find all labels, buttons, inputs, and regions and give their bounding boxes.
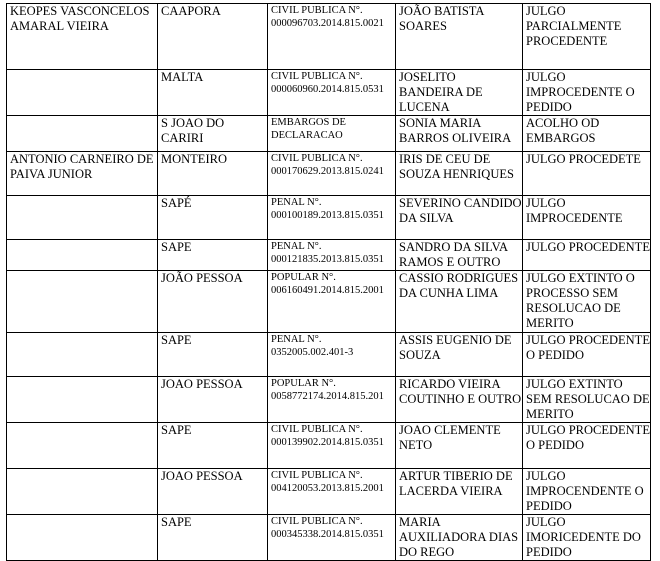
process-cell — [268, 240, 396, 271]
judge-cell — [7, 196, 158, 240]
party-cell — [396, 333, 523, 377]
process-cell — [268, 116, 396, 152]
process-number: 000100189.2013.815.0351 — [271, 210, 384, 221]
decision-cell — [523, 271, 651, 333]
district-cell — [158, 469, 268, 515]
decision-cell-text: JULGO IMPROCENDENTE O PEDIDO — [526, 469, 644, 513]
district-cell — [158, 70, 268, 116]
process-number: 000345338.2014.815.0351 — [271, 529, 384, 540]
party-cell — [396, 377, 523, 423]
district-cell — [158, 196, 268, 240]
party-cell-text: SANDRO DA SILVA RAMOS E OUTRO — [399, 240, 508, 269]
table-row — [7, 515, 651, 561]
party-cell-text: JOÃO BATISTA SOARES — [399, 4, 484, 33]
judge-cell-text: KEOPES VASCONCELOS AMARAL VIEIRA — [10, 4, 150, 33]
process-type: POPULAR N°. — [271, 272, 336, 283]
party-cell — [396, 271, 523, 333]
party-cell-text: ASSIS EUGENIO DE SOUZA — [399, 333, 512, 362]
decision-cell — [523, 515, 651, 561]
table-row — [7, 4, 651, 70]
table-row — [7, 377, 651, 423]
judge-cell — [7, 271, 158, 333]
party-cell-text: CASSIO RODRIGUES DA CUNHA LIMA — [399, 271, 519, 300]
table-row — [7, 271, 651, 333]
district-cell — [158, 240, 268, 271]
process-number: 000060960.2014.815.0531 — [271, 84, 384, 95]
party-cell-text: ARTUR TIBERIO DE LACERDA VIEIRA — [399, 469, 513, 498]
judge-cell-text: ANTONIO CARNEIRO DE PAIVA JUNIOR — [10, 152, 154, 181]
process-cell — [268, 377, 396, 423]
district-cell — [158, 116, 268, 152]
process-number: 004120053.2013.815.2001 — [271, 483, 384, 494]
party-cell — [396, 116, 523, 152]
decisions-table — [6, 3, 651, 561]
district-cell-text: SAPE — [161, 240, 192, 254]
table-row — [7, 423, 651, 469]
process-type: EMBARGOS DE DECLARACAO — [271, 117, 346, 141]
judge-cell — [7, 333, 158, 377]
process-number: 000121835.2013.815.0351 — [271, 254, 384, 265]
district-cell — [158, 515, 268, 561]
process-type: CIVIL PUBLICA N°. — [271, 5, 363, 16]
district-cell — [158, 271, 268, 333]
process-type: CIVIL PUBLICA N°. — [271, 71, 363, 82]
process-type: PENAL N°. — [271, 197, 322, 208]
process-number: 000096703.2014.815.0021 — [271, 18, 384, 29]
decision-cell — [523, 70, 651, 116]
process-number: 006160491.2014.815.2001 — [271, 285, 384, 296]
judge-cell — [7, 423, 158, 469]
party-cell-text: SONIA MARIA BARROS OLIVEIRA — [399, 116, 512, 145]
judge-cell — [7, 240, 158, 271]
judge-cell — [7, 116, 158, 152]
process-number: 000170629.2013.815.0241 — [271, 166, 384, 177]
party-cell — [396, 152, 523, 196]
district-cell-text: MONTEIRO — [161, 152, 227, 166]
decision-cell — [523, 116, 651, 152]
party-cell-text: JOAO CLEMENTE NETO — [399, 423, 501, 452]
process-type: CIVIL PUBLICA N°. — [271, 516, 363, 527]
judge-cell — [7, 70, 158, 116]
process-cell — [268, 515, 396, 561]
process-type: CIVIL PUBLICA N°. — [271, 153, 363, 164]
party-cell — [396, 240, 523, 271]
decision-cell — [523, 333, 651, 377]
party-cell — [396, 70, 523, 116]
process-cell — [268, 4, 396, 70]
decision-cell-text: JULGO PROCEDETE — [526, 152, 641, 166]
decision-cell-text: JULGO PROCEDENTE O PEDIDO — [526, 333, 650, 362]
decision-cell — [523, 469, 651, 515]
district-cell-text: JOAO PESSOA — [161, 469, 243, 483]
table-row — [7, 152, 651, 196]
process-cell — [268, 70, 396, 116]
judge-cell — [7, 377, 158, 423]
party-cell — [396, 4, 523, 70]
process-cell — [268, 423, 396, 469]
process-number: 0352005.002.401-3 — [271, 347, 354, 358]
decision-cell-text: JULGO IMPROCEDENTE — [526, 196, 623, 225]
decision-cell-text: JULGO IMPROCEDENTE O PEDIDO — [526, 70, 635, 114]
decision-cell-text: ACOLHO OD EMBARGOS — [526, 116, 600, 145]
table-row — [7, 70, 651, 116]
decision-cell-text: JULGO EXTINTO SEM RESOLUCAO DE MERITO — [526, 377, 650, 421]
decision-cell-text: JULGO EXTINTO O PROCESSO SEM RESOLUCAO DE MERITO — [526, 271, 635, 330]
process-type: CIVIL PUBLICA N°. — [271, 424, 363, 435]
table-row — [7, 333, 651, 377]
decision-cell — [523, 423, 651, 469]
judge-cell — [7, 152, 158, 196]
table-row — [7, 116, 651, 152]
table-row — [7, 469, 651, 515]
district-cell-text: JOAO PESSOA — [161, 377, 243, 391]
table-row — [7, 196, 651, 240]
decision-cell-text: JULGO PROCEDENTE — [526, 240, 650, 254]
decision-cell — [523, 4, 651, 70]
process-cell — [268, 271, 396, 333]
party-cell-text: MARIA AUXILIADORA DIAS DO REGO — [399, 515, 519, 559]
decision-cell — [523, 196, 651, 240]
party-cell-text: JOSELITO BANDEIRA DE LUCENA — [399, 70, 483, 114]
party-cell-text: RICARDO VIEIRA COUTINHO E OUTRO — [399, 377, 522, 406]
judge-cell — [7, 469, 158, 515]
district-cell-text: SAPE — [161, 515, 192, 529]
district-cell-text: MALTA — [161, 70, 204, 84]
party-cell-text: IRIS DE CEU DE SOUZA HENRIQUES — [399, 152, 514, 181]
party-cell — [396, 196, 523, 240]
party-cell — [396, 515, 523, 561]
district-cell-text: SAPÉ — [161, 196, 192, 210]
district-cell-text: CAAPORA — [161, 4, 221, 18]
judge-cell — [7, 4, 158, 70]
party-cell-text: SEVERINO CANDIDO DA SILVA — [399, 196, 522, 225]
decision-cell — [523, 152, 651, 196]
process-cell — [268, 152, 396, 196]
district-cell — [158, 152, 268, 196]
process-cell — [268, 196, 396, 240]
district-cell-text: SAPE — [161, 423, 192, 437]
district-cell-text: S JOAO DO CARIRI — [161, 116, 225, 145]
process-number: 0058772174.2014.815.201 — [271, 391, 384, 402]
process-cell — [268, 333, 396, 377]
process-number: 000139902.2014.815.0351 — [271, 437, 384, 448]
decision-cell-text: JULGO PARCIALMENTE PROCEDENTE — [526, 4, 622, 48]
process-cell — [268, 469, 396, 515]
district-cell — [158, 333, 268, 377]
process-type: PENAL N°. — [271, 334, 322, 345]
judge-cell — [7, 515, 158, 561]
process-type: CIVIL PUBLICA N°. — [271, 470, 363, 481]
district-cell-text: JOÃO PESSOA — [161, 271, 243, 285]
decision-cell-text: JULGO IMORICEDENTE DO PEDIDO — [526, 515, 641, 559]
district-cell — [158, 377, 268, 423]
decision-cell — [523, 377, 651, 423]
decision-cell — [523, 240, 651, 271]
process-type: POPULAR N°. — [271, 378, 336, 389]
process-type: PENAL N°. — [271, 241, 322, 252]
table-row — [7, 240, 651, 271]
district-cell — [158, 4, 268, 70]
party-cell — [396, 423, 523, 469]
district-cell-text: SAPE — [161, 333, 192, 347]
district-cell — [158, 423, 268, 469]
party-cell — [396, 469, 523, 515]
decision-cell-text: JULGO PROCEDENTE O PEDIDO — [526, 423, 650, 452]
